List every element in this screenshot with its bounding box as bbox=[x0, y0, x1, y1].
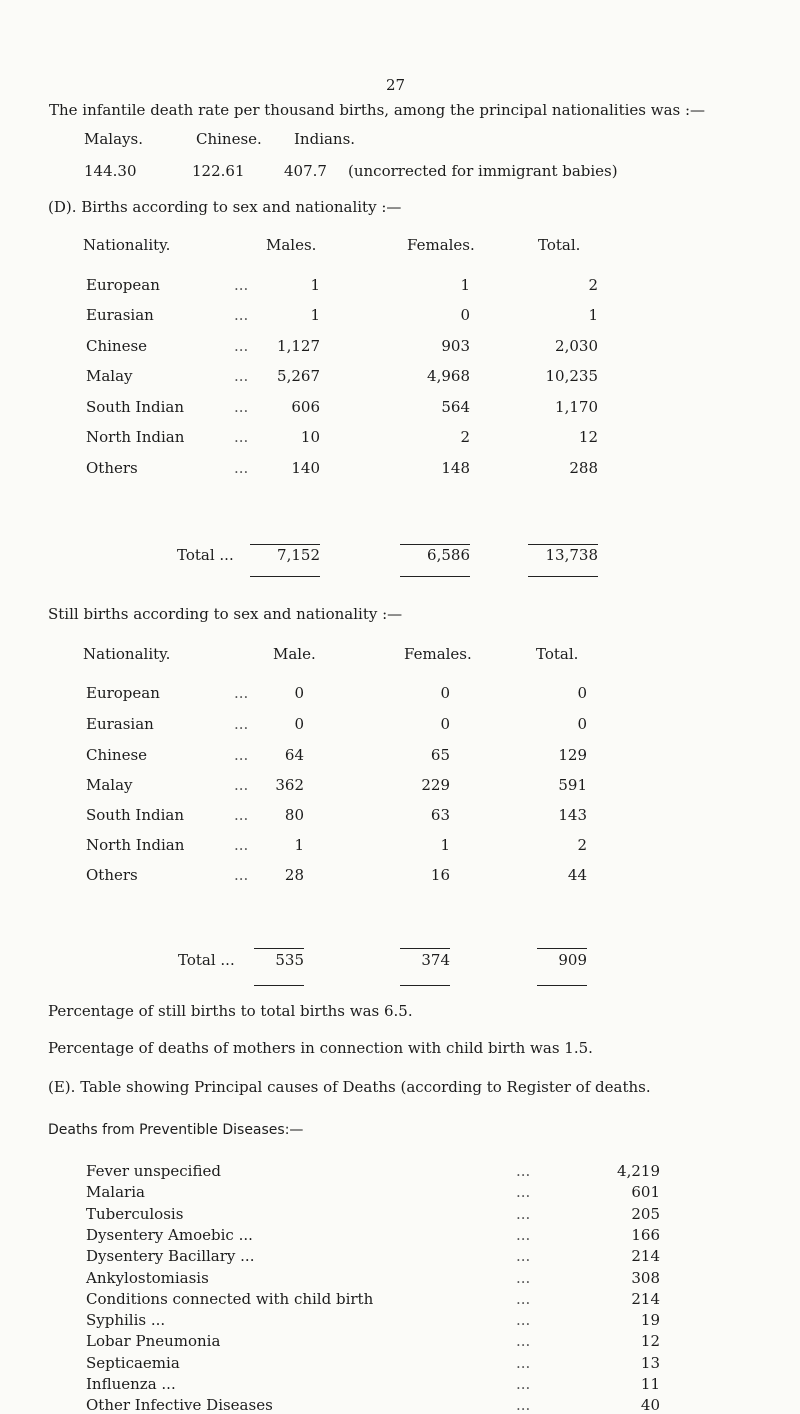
disease-name: Fever unspecified bbox=[86, 1162, 221, 1180]
disease-name: Conditions connected with child birth bbox=[86, 1290, 374, 1308]
still-row-females: 229 bbox=[421, 776, 450, 794]
still-row-females: 65 bbox=[430, 746, 450, 764]
births-row-total: 2 bbox=[588, 276, 598, 294]
births-row-total: 1 bbox=[588, 306, 598, 324]
births-row-nationality: Eurasian bbox=[86, 306, 154, 324]
row-leader: ... bbox=[516, 1226, 531, 1244]
births-rule-b bbox=[400, 544, 470, 545]
still-row-nationality: South Indian bbox=[86, 806, 185, 824]
row-leader: ... bbox=[234, 715, 249, 733]
still-row-male: 0 bbox=[294, 684, 304, 702]
still-row-male: 362 bbox=[275, 776, 304, 794]
births-row-nationality: Malay bbox=[86, 367, 133, 385]
row-leader: ... bbox=[516, 1269, 531, 1287]
disease-deaths: 19 bbox=[640, 1311, 660, 1329]
disease-name: Septicaemia bbox=[86, 1354, 180, 1372]
births-row-females: 148 bbox=[441, 459, 470, 477]
row-leader: ... bbox=[234, 428, 249, 446]
row-leader: ... bbox=[234, 806, 249, 824]
disease-name: Other Infective Diseases bbox=[86, 1396, 273, 1414]
rate-header-indians: Indians. bbox=[294, 130, 356, 148]
births-row-nationality: Chinese bbox=[86, 337, 148, 355]
still-row-total: 0 bbox=[577, 684, 587, 702]
births-total-males: 7,152 bbox=[277, 546, 320, 564]
still-row-total: 44 bbox=[567, 866, 587, 884]
pct-still-births: Percentage of still births to total births was 6.5. bbox=[48, 1002, 413, 1020]
still-rule2-c bbox=[537, 985, 587, 986]
still-row-nationality: Eurasian bbox=[86, 715, 154, 733]
row-leader: ... bbox=[516, 1162, 531, 1180]
rate-value-malays: 144.30 bbox=[84, 162, 137, 180]
row-leader: ... bbox=[516, 1205, 531, 1223]
rate-header-chinese: Chinese. bbox=[196, 130, 262, 148]
births-rule2-b bbox=[400, 576, 470, 577]
still-row-male: 0 bbox=[294, 715, 304, 733]
births-row-females: 564 bbox=[441, 398, 470, 416]
disease-name: Lobar Pneumonia bbox=[86, 1332, 221, 1350]
births-row-nationality: Others bbox=[86, 459, 138, 477]
intro-text: The infantile death rate per thousand births, among the principal nationalities was :— bbox=[49, 101, 706, 119]
births-col-nationality: Nationality. bbox=[83, 236, 171, 254]
births-row-females: 903 bbox=[441, 337, 470, 355]
births-row-total: 10,235 bbox=[545, 367, 598, 385]
still-row-females: 63 bbox=[430, 806, 450, 824]
births-col-females: Females. bbox=[407, 236, 475, 254]
still-row-females: 1 bbox=[440, 836, 450, 854]
births-row-males: 10 bbox=[300, 428, 320, 446]
page-number: 27 bbox=[386, 76, 406, 94]
row-leader: ... bbox=[516, 1311, 531, 1329]
births-total-total: 13,738 bbox=[545, 546, 598, 564]
rate-value-chinese: 122.61 bbox=[192, 162, 245, 180]
births-heading: (D). Births according to sex and nationality :— bbox=[48, 198, 402, 216]
still-row-females: 0 bbox=[440, 684, 450, 702]
row-leader: ... bbox=[234, 866, 249, 884]
row-leader: ... bbox=[234, 776, 249, 794]
still-rule-b bbox=[400, 948, 450, 949]
births-rule2-c bbox=[528, 576, 598, 577]
row-leader: ... bbox=[516, 1332, 531, 1350]
disease-deaths: 13 bbox=[640, 1354, 660, 1372]
births-row-nationality: South Indian bbox=[86, 398, 185, 416]
births-row-females: 2 bbox=[460, 428, 470, 446]
still-row-nationality: European bbox=[86, 684, 160, 702]
births-row-total: 2,030 bbox=[555, 337, 598, 355]
births-rule-c bbox=[528, 544, 598, 545]
still-rule-a bbox=[254, 948, 304, 949]
still-row-male: 64 bbox=[284, 746, 304, 764]
births-row-females: 4,968 bbox=[427, 367, 470, 385]
births-row-total: 1,170 bbox=[555, 398, 598, 416]
disease-name: Dysentery Bacillary ... bbox=[86, 1247, 255, 1265]
disease-deaths: 205 bbox=[631, 1205, 660, 1223]
row-leader: ... bbox=[234, 684, 249, 702]
still-row-male: 28 bbox=[284, 866, 304, 884]
still-row-total: 591 bbox=[558, 776, 587, 794]
row-leader: ... bbox=[234, 836, 249, 854]
row-leader: ... bbox=[516, 1375, 531, 1393]
disease-name: Influenza ... bbox=[86, 1375, 176, 1393]
preventible-heading: Deaths from Preventible Diseases:— bbox=[48, 1122, 304, 1138]
still-heading: Still births according to sex and nationality :— bbox=[48, 605, 403, 623]
still-row-females: 16 bbox=[430, 866, 450, 884]
row-leader: ... bbox=[234, 367, 249, 385]
disease-deaths: 214 bbox=[631, 1247, 660, 1265]
pct-mothers: Percentage of deaths of mothers in connection with child birth was 1.5. bbox=[48, 1039, 593, 1057]
disease-name: Malaria bbox=[86, 1183, 145, 1201]
row-leader: ... bbox=[234, 398, 249, 416]
still-col-male: Male. bbox=[273, 645, 316, 663]
disease-deaths: 4,219 bbox=[617, 1162, 660, 1180]
births-row-males: 1 bbox=[310, 276, 320, 294]
disease-name: Ankylostomiasis bbox=[86, 1269, 209, 1287]
births-row-nationality: European bbox=[86, 276, 160, 294]
row-leader: ... bbox=[516, 1290, 531, 1308]
still-rule2-a bbox=[254, 985, 304, 986]
still-row-total: 129 bbox=[558, 746, 587, 764]
births-row-females: 1 bbox=[460, 276, 470, 294]
disease-name: Dysentery Amoebic ... bbox=[86, 1226, 253, 1244]
disease-deaths: 12 bbox=[640, 1332, 660, 1350]
disease-deaths: 308 bbox=[631, 1269, 660, 1287]
still-col-total: Total. bbox=[536, 645, 579, 663]
rate-header-malays: Malays. bbox=[84, 130, 143, 148]
births-row-nationality: North Indian bbox=[86, 428, 185, 446]
disease-deaths: 11 bbox=[640, 1375, 660, 1393]
still-total-total: 909 bbox=[558, 951, 587, 969]
births-row-total: 288 bbox=[569, 459, 598, 477]
still-row-nationality: North Indian bbox=[86, 836, 185, 854]
still-total-label: Total ... bbox=[178, 951, 235, 969]
row-leader: ... bbox=[234, 337, 249, 355]
births-total-label: Total ... bbox=[177, 546, 234, 564]
still-rule-c bbox=[537, 948, 587, 949]
births-row-total: 12 bbox=[578, 428, 598, 446]
births-total-females: 6,586 bbox=[427, 546, 470, 564]
still-rule2-b bbox=[400, 985, 450, 986]
still-row-total: 2 bbox=[577, 836, 587, 854]
still-row-total: 143 bbox=[558, 806, 587, 824]
still-row-total: 0 bbox=[577, 715, 587, 733]
disease-name: Tuberculosis bbox=[86, 1205, 184, 1223]
row-leader: ... bbox=[234, 459, 249, 477]
disease-deaths: 214 bbox=[631, 1290, 660, 1308]
still-col-nationality: Nationality. bbox=[83, 645, 171, 663]
births-row-males: 1,127 bbox=[277, 337, 320, 355]
still-total-females: 374 bbox=[421, 951, 450, 969]
row-leader: ... bbox=[516, 1396, 531, 1414]
row-leader: ... bbox=[516, 1354, 531, 1372]
disease-deaths: 601 bbox=[631, 1183, 660, 1201]
row-leader: ... bbox=[234, 276, 249, 294]
births-row-females: 0 bbox=[460, 306, 470, 324]
disease-name: Syphilis ... bbox=[86, 1311, 166, 1329]
births-row-males: 140 bbox=[291, 459, 320, 477]
row-leader: ... bbox=[234, 306, 249, 324]
births-rule2-a bbox=[250, 576, 320, 577]
still-row-nationality: Malay bbox=[86, 776, 133, 794]
still-row-nationality: Chinese bbox=[86, 746, 148, 764]
still-total-male: 535 bbox=[275, 951, 304, 969]
still-row-nationality: Others bbox=[86, 866, 138, 884]
still-col-females: Females. bbox=[404, 645, 472, 663]
rate-value-indians: 407.7 bbox=[284, 162, 327, 180]
births-rule-a bbox=[250, 544, 320, 545]
births-col-males: Males. bbox=[266, 236, 317, 254]
still-row-females: 0 bbox=[440, 715, 450, 733]
births-col-total: Total. bbox=[538, 236, 581, 254]
row-leader: ... bbox=[234, 746, 249, 764]
rate-note: (uncorrected for immigrant babies) bbox=[348, 162, 618, 180]
row-leader: ... bbox=[516, 1183, 531, 1201]
still-row-male: 1 bbox=[294, 836, 304, 854]
disease-deaths: 166 bbox=[631, 1226, 660, 1244]
births-row-males: 5,267 bbox=[277, 367, 320, 385]
table-e-heading: (E). Table showing Principal causes of Deaths (according to Register of deaths. bbox=[48, 1078, 651, 1096]
disease-deaths: 40 bbox=[640, 1396, 660, 1414]
row-leader: ... bbox=[516, 1247, 531, 1265]
births-row-males: 1 bbox=[310, 306, 320, 324]
still-row-male: 80 bbox=[284, 806, 304, 824]
births-row-males: 606 bbox=[291, 398, 320, 416]
